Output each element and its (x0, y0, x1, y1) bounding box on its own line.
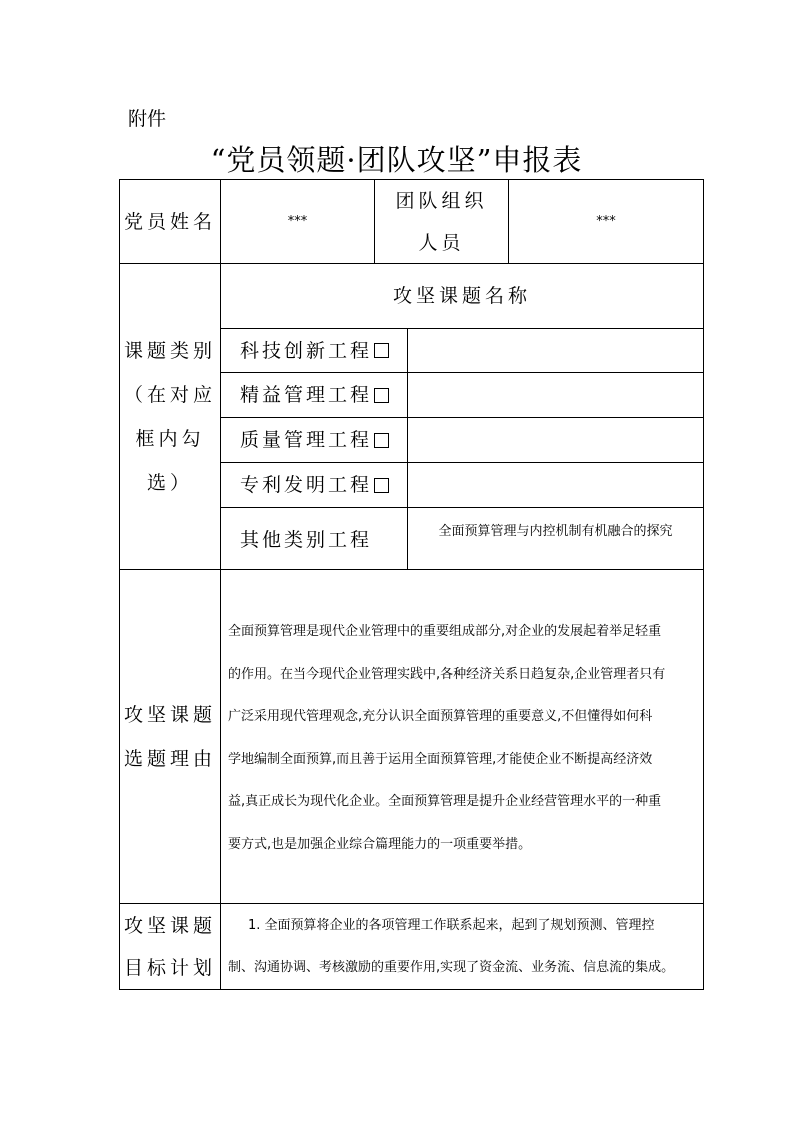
topic-goal-text (221, 904, 703, 989)
team-members-label-line2: 人员 (418, 231, 465, 254)
category-option-other: 其他类别工程 (240, 528, 373, 551)
topic-reason-label-line2: 选题理由 (123, 747, 216, 770)
reason-line: 益,真正成长为现代化企业。全面预算管理是提升企业经营管理水平的一种重 (228, 794, 662, 809)
category-option-quality-management[interactable] (221, 418, 407, 462)
checkbox[interactable] (374, 433, 389, 448)
checkbox[interactable] (374, 388, 389, 403)
goal-line: 制、沟通协调、考核激励的重要作用,实现了资金流、业务流、信息流的集成。 (228, 959, 675, 975)
category-option-label: 精益管理工程 (240, 384, 373, 406)
reason-line: 要方式,也是加强企业综合篇理能力的一项重要举措。 (228, 836, 532, 852)
category-topic-cell[interactable] (408, 418, 703, 462)
team-members-label (375, 180, 508, 263)
checkbox[interactable] (374, 478, 389, 493)
topic-category-label-line: 框内勾 (135, 427, 205, 450)
category-topic-cell[interactable] (408, 329, 703, 372)
category-option-label: 科技创新工程 (240, 339, 373, 362)
attachment-label: 附件 (128, 108, 167, 130)
topic-category-label-line: （在对应 (123, 383, 216, 406)
topic-reason-text (221, 570, 703, 903)
category-topic-cell[interactable] (408, 463, 703, 507)
category-topic-cell[interactable] (408, 373, 703, 417)
category-option-label: 质量管理工程 (240, 429, 373, 451)
goal-line: 1. 全面预算将企业的各项管理工作联系起来，起到了规划预测、管理控 (248, 917, 655, 933)
category-option-lean-management[interactable] (221, 373, 407, 417)
checkbox[interactable] (374, 343, 389, 358)
topic-goal-label-line1: 攻坚课题 (123, 914, 216, 937)
topic-goal-label-line2: 目标计划 (123, 956, 216, 979)
category-option-tech-innovation[interactable] (221, 329, 407, 372)
category-option-patent-invention[interactable] (221, 463, 407, 507)
topic-category-label-line: 课题类别 (123, 339, 216, 362)
form-title: “党员领题·团队攻坚”申报表 (210, 143, 583, 177)
reason-line: 的作用。在当今现代企业管理实践中,各种经济关系日趋复杂,企业管理者只有 (228, 666, 666, 682)
topic-category-label (120, 264, 220, 569)
reason-line: 全面预算管理是现代企业管理中的重要组成部分,对企业的发展起着举足轻重 (228, 624, 662, 639)
team-members-value: *** (596, 214, 616, 229)
topic-goal-label (120, 904, 220, 989)
topic-reason-label-line1: 攻坚课题 (123, 703, 216, 726)
team-members-label-line1: 团队组织 (395, 189, 488, 212)
other-category-topic: 全面预算管理与内控机制有机融合的探究 (438, 524, 673, 539)
topic-reason-label (120, 570, 220, 903)
member-name-value: *** (287, 214, 308, 229)
category-option-label: 专利发明工程 (240, 474, 373, 496)
topic-category-label-line: 选） (146, 471, 193, 494)
reason-line: 广泛采用现代管理观念,充分认识全面预算管理的重要意义,不但懂得如何科 (228, 709, 653, 724)
reason-line: 学地编制全面预算,而且善于运用全面预算管理,才能使企业不断提高经济效 (228, 751, 653, 767)
member-name-label: 党员姓名 (123, 210, 216, 233)
topic-name-header: 攻坚课题名称 (392, 285, 531, 307)
